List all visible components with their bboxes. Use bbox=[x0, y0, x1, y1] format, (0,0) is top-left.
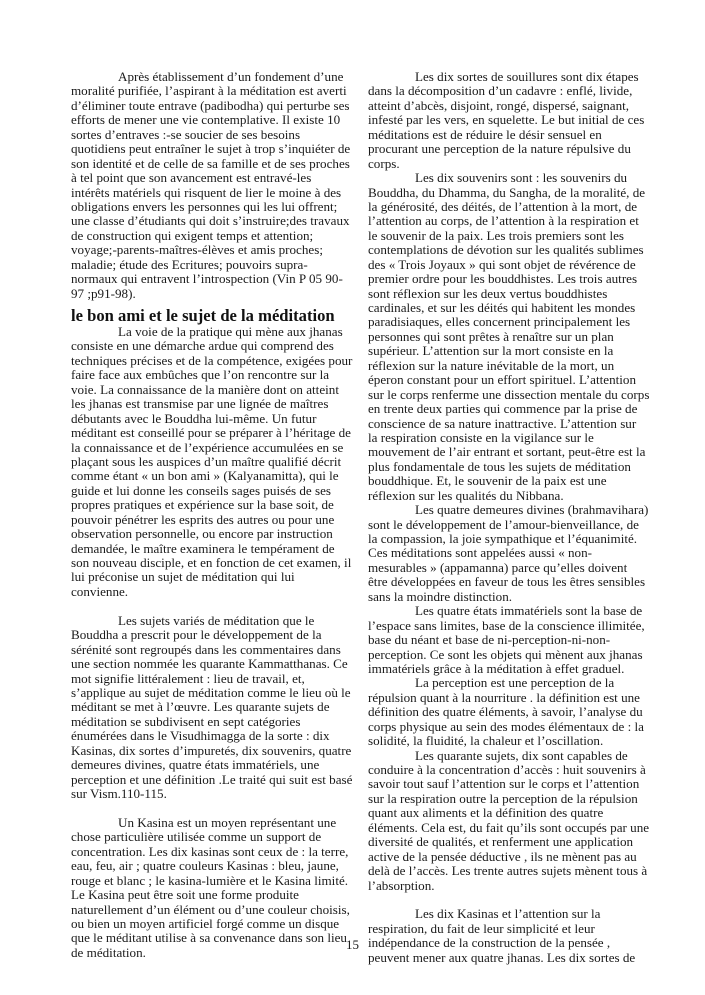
text-line: plus fondamentale de tous les sujets de méditation bbox=[368, 458, 631, 474]
text-line: Un Kasina est un moyen représentant une bbox=[118, 814, 337, 830]
text-line: savoir tout sauf l’attention sur le corps et l’attention bbox=[368, 776, 640, 792]
text-line: demandée, le maître examinera le tempérament de bbox=[71, 540, 335, 556]
text-line: consiste en une démarche ardue qui comprend des bbox=[71, 338, 334, 354]
text-line: sérénité sont regroupés dans les commentaires dans bbox=[71, 641, 341, 657]
text-line: Les quatre demeures divines (brahmavihara) bbox=[415, 502, 649, 518]
text-line: Bouddha a prescrit pour le développement de la bbox=[71, 627, 322, 643]
text-line: son nouveau disciple, et en fonction de cet examen, il bbox=[71, 555, 352, 570]
text-line: sortes d’entraves :-se soucier de ses besoins bbox=[71, 126, 301, 142]
text-line: voie. La connaissance de la manière dont on atteint bbox=[71, 381, 339, 397]
text-line: procurant une perception de la nature répulsive du bbox=[368, 141, 631, 157]
text-line: le souvenir de la paix. Les trois premiers sont les bbox=[368, 227, 624, 243]
text-line: La perception est une perception de la bbox=[415, 675, 615, 691]
text-line: demeures divines, quatre états immatériels, une bbox=[71, 757, 320, 773]
text-line: la compassion, la joie sympathique et l’équanimité. bbox=[368, 531, 638, 546]
text-line: pouvoir pénétrer les esprits des autres ou pour une bbox=[71, 511, 335, 527]
text-line: observation personnelle, ou encore par instruction bbox=[71, 526, 333, 542]
text-line: indépendance de la construction de la pensée , bbox=[368, 935, 611, 951]
text-line: l’attention au corps, de l’attention à la respiration et bbox=[368, 213, 639, 229]
text-line: supérieur. L’attention sur la mort consiste en la bbox=[368, 343, 614, 359]
text-line: Le Kasina peut être soit une forme produite bbox=[71, 887, 299, 903]
text-line: être développées en faveur de tous les êtres sensibles bbox=[368, 574, 646, 590]
paragraph-entraves bbox=[71, 70, 356, 301]
text-line: les jhanas est transmise par une lignée de maîtres bbox=[71, 396, 329, 412]
text-line: respiration, du fait de leur simplicité et leur bbox=[368, 920, 595, 936]
paragraph-gap bbox=[368, 893, 653, 907]
page-number: 15 bbox=[346, 937, 359, 952]
text-line: solidité, la fluidité, la chaleur et l’oscillation. bbox=[368, 733, 604, 749]
paragraph-gap bbox=[71, 801, 356, 815]
text-line: débutants avec le Bouddha lui-même. Un futur bbox=[71, 410, 317, 426]
text-line: Les quarante sujets, dix sont capables de bbox=[415, 747, 628, 763]
text-line: définition des quatre éléments, à savoir, l’analyse du bbox=[368, 704, 643, 720]
text-line: diversité de qualités, et renferment une application bbox=[368, 834, 634, 850]
text-line: quotidiens peut entraîner le sujet à trop s’inquiéter de bbox=[71, 141, 351, 157]
text-line: éperon constant pour un effort spirituel. L’attention bbox=[368, 372, 636, 388]
text-line: propres pratiques et expérience sur la base soit, de bbox=[71, 497, 334, 513]
text-line: d’éliminer toute entrave (padibodha) qui perturbe ses bbox=[71, 97, 350, 113]
text-line: perception et une définition .Le traité qui suit est basé bbox=[71, 771, 353, 787]
text-line: énumérées dans le Visudhimagga de la sorte : dix bbox=[71, 728, 330, 744]
text-line: Après établissement d’un fondement d’une bbox=[118, 69, 344, 84]
text-line: eau, feu, air ; quatre couleurs Kasinas : bleu, jaune, bbox=[71, 858, 339, 874]
text-line: 97 ;p91-98). bbox=[71, 285, 136, 301]
text-line: l’espace sans limites, base de la conscience illimitée, bbox=[368, 617, 645, 633]
text-line: rouge et blanc ; le kasina-lumière et le Kasina limité. bbox=[71, 872, 349, 888]
text-line: comme étant « un bon ami » (Kalyanamitta), qui le bbox=[71, 468, 339, 484]
text-line: sur Vism.110-115. bbox=[71, 786, 167, 801]
text-line: mesurables » (appamanna) parce qu’elles doivent bbox=[368, 559, 628, 575]
text-line: méditations est de réduire le désir sensuel en bbox=[368, 126, 602, 142]
text-line: sont le développement de l’amour-bienveillance, de bbox=[368, 516, 639, 532]
text-line: Les dix sortes de souillures sont dix étapes bbox=[415, 69, 639, 84]
text-line: plaçant sous les auspices d’un maître qualifié décrit bbox=[71, 453, 342, 469]
text-line: Les dix souvenirs sont : les souvenirs du bbox=[415, 170, 628, 186]
text-line: chose particulière utilisée comme un support de bbox=[71, 829, 322, 845]
text-line: dans la décomposition d’un cadavre : enflé, livide, bbox=[368, 83, 633, 99]
text-line: Les quatre états immatériels sont la base de bbox=[415, 603, 643, 619]
text-line: l’absorption. bbox=[368, 877, 435, 893]
text-line: la respiration consiste en la vigilance sur le bbox=[368, 429, 594, 445]
text-line: sans la moindre distinction. bbox=[368, 588, 513, 604]
text-line: perception. Ce sont les objets qui mènent aux jhanas bbox=[368, 646, 643, 662]
text-line: personnes qui sont prêtes à renaître sur un plan bbox=[368, 328, 614, 344]
text-line: obligations envers les personnes qui les lui offrent; bbox=[71, 198, 338, 214]
text-line: une classe d’étudiants qui doit s’instruire;des travaux bbox=[71, 213, 350, 229]
text-line: sur la respiration outre la perception de la répulsion bbox=[368, 790, 638, 806]
text-line: maladie; étude des Ecritures; pouvoirs supra- bbox=[71, 256, 308, 272]
text-line: active de la pensée déductive , ils ne mènent pas au bbox=[368, 848, 637, 864]
text-line: corps physique au sein des modes élémentaux de : la bbox=[368, 718, 644, 734]
text-line: immatériels grâce à la méditation à effet graduel. bbox=[368, 660, 625, 676]
text-line: conscience de sa nature inattractive. L’attention sur bbox=[368, 415, 637, 431]
text-line: en trente deux parties qui commence par la prise de bbox=[368, 401, 638, 417]
text-line: moralité purifiée, l’aspirant à la méditation est averti bbox=[71, 83, 347, 99]
text-line: convienne. bbox=[71, 583, 129, 599]
paragraph-sujets-varies bbox=[71, 614, 356, 802]
text-line: réflexion sur la nature inévitable de la mort, un bbox=[368, 357, 615, 373]
text-line: contemplations de dévotion sur les qualités sublimes bbox=[368, 242, 644, 258]
text-line: éléments. Cela est, du fait qu’ils sont occupés par une bbox=[368, 819, 650, 835]
text-line: la connaissance et de l’expérience accumulées en se bbox=[71, 439, 344, 455]
text-line: mouvement de l’air entrant et sortant, peut-être est la bbox=[368, 444, 646, 460]
text-line: méditant est conseillé pour se préparer à l’héritage de bbox=[71, 425, 351, 441]
paragraph-souvenirs bbox=[368, 171, 653, 503]
text-line: Kasinas, dix sortes d’impuretés, dix souvenirs, quatre bbox=[71, 742, 352, 758]
text-line: voyage;-parents-maîtres-élèves et amis proches; bbox=[71, 242, 323, 258]
text-line: Bouddha, du Dhamma, du Sangha, de la moralité, de bbox=[368, 184, 646, 200]
paragraph-demeures-divines bbox=[368, 503, 653, 604]
text-line: conduire à la concentration d’accès : huit souvenirs à bbox=[368, 762, 646, 777]
text-line: intérêts matériels qui risquent de lier le moine à des bbox=[71, 184, 342, 200]
text-line: infesté par les vers, en squelette. Le but initial de ces bbox=[368, 112, 645, 128]
text-line: atteint d’abcès, disjoint, rongé, dispersé, saignant, bbox=[368, 97, 630, 113]
text-line: efforts de mener une vie contemplative. Il existe 10 bbox=[71, 112, 341, 128]
right-column bbox=[368, 70, 653, 965]
text-line: de construction qui exigent temps et attention; bbox=[71, 227, 314, 243]
paragraph-gap bbox=[71, 599, 356, 613]
section-heading: le bon ami et le sujet de la méditation bbox=[71, 306, 335, 325]
left-column bbox=[71, 70, 356, 960]
text-line: s’applique au sujet de méditation comme le lieu où le bbox=[71, 684, 351, 700]
text-line: premier ordre pour les bouddhistes. Les trois autres bbox=[368, 271, 638, 287]
text-line: paradisiaques, elles concernent principalement les bbox=[368, 314, 631, 330]
text-line: que le méditant utilise à sa convenance dans son lieu bbox=[71, 930, 347, 946]
text-line: normaux qui entravent l’introspection (Vin P 05 90- bbox=[71, 271, 343, 287]
text-line: lui préconise un sujet de méditation qui lui bbox=[71, 569, 295, 585]
text-line: réflexion sur les qualités du Nibbana. bbox=[368, 487, 564, 503]
text-line: Les dix Kasinas et l’attention sur la bbox=[415, 906, 601, 922]
text-line: à tel point que son avancement est entravé-les bbox=[71, 170, 312, 186]
text-line: corps. bbox=[368, 155, 400, 171]
paragraph-voie-pratique bbox=[71, 325, 356, 599]
text-line: ou bien un moyen artificiel forgé comme un disque bbox=[71, 915, 340, 931]
text-line: méditation se subdivisent en sept catégories bbox=[71, 713, 301, 729]
paragraph-etats-immateriels bbox=[368, 604, 653, 676]
text-line: bouddhique. Et, le souvenir de la paix est une bbox=[368, 473, 607, 489]
text-line: Les sujets variés de méditation que le bbox=[118, 612, 315, 628]
text-line: de méditation. bbox=[71, 944, 146, 960]
text-line: cardinales, et sur les déités qui habitent les mondes bbox=[368, 300, 636, 315]
text-line: méditant se met à l’œuvre. Les quarante sujets de bbox=[71, 699, 330, 715]
text-line: delà de l’accès. Les trente autres sujets mènent tous à bbox=[368, 863, 648, 879]
paragraph-souillures bbox=[368, 70, 653, 171]
text-line: Ces méditations sont appelées aussi « non- bbox=[368, 545, 593, 561]
text-line: faire face aux embûches que l’on rencontre sur la bbox=[71, 367, 330, 383]
text-line: quant aux aliments et la définition des quatre bbox=[368, 805, 604, 821]
text-line: la générosité, des déités, de l’attention à la mort, de bbox=[368, 198, 638, 214]
paragraph-quarante-sujets bbox=[368, 749, 653, 893]
text-line: sont réflexion sur les deux vertus bouddhistes bbox=[368, 285, 608, 301]
paragraph-perception bbox=[368, 676, 653, 748]
text-line: concentration. Les dix kasinas sont ceux de : la terre, bbox=[71, 843, 349, 859]
text-line: mot signifie littéralement : lieu de travail, et, bbox=[71, 670, 305, 686]
text-line: peuvent mener aux quatre jhanas. Les dix sortes de bbox=[368, 949, 636, 965]
text-line: une section nommée les quarante Kammatthanas. Ce bbox=[71, 656, 348, 672]
text-line: son identité et de celle de sa famille et de ses proches bbox=[71, 155, 350, 171]
text-line: répulsion quant à la nourriture . la définition est une bbox=[368, 689, 640, 705]
text-line: des « Trois Joyaux » qui sont objet de révérence de bbox=[368, 256, 636, 272]
text-line: base du néant et base de ni-perception-ni-non- bbox=[368, 632, 611, 648]
text-line: naturellement d’un élément ou d’une couleur choisis, bbox=[71, 901, 350, 917]
text-line: guide et lui donne les conseils sages puisés de ses bbox=[71, 482, 332, 498]
text-line: techniques précises et de la compétence, exigées pour bbox=[71, 352, 353, 368]
text-line: sur le corps renferme une dissection mentale du corps bbox=[368, 386, 650, 402]
text-line: La voie de la pratique qui mène aux jhanas bbox=[118, 324, 343, 339]
